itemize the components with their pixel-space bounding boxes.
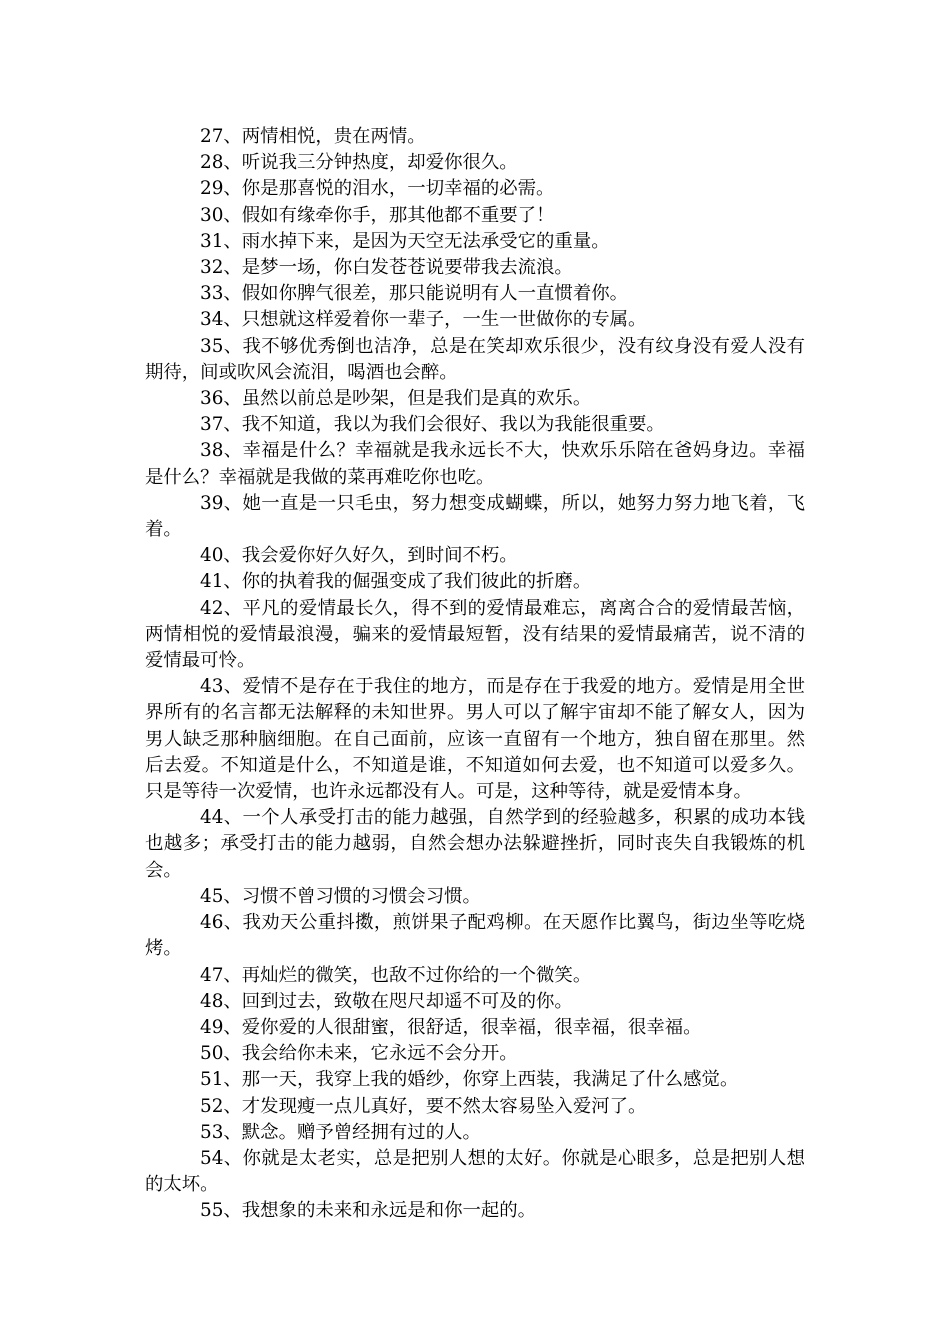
paragraph-29: 29、你是那喜悦的泪水，一切幸福的必需。	[200, 178, 555, 200]
paragraph-35: 35、我不够优秀倒也洁净，总是在笑却欢乐很少，没有纹身没有爱人没有期待，间或吹风会流泪，喝酒也会醉。	[145, 335, 805, 383]
paragraph-36: 36、虽然以前总是吵架，但是我们是真的欢乐。	[200, 388, 592, 410]
paragraph-28: 28、听说我三分钟热度，却爱你很久。	[200, 152, 518, 174]
document-page	[145, 124, 805, 1225]
paragraph-50: 50、我会给你未来，它永远不会分开。	[200, 1043, 518, 1065]
paragraph-48: 48、回到过去，致敬在咫尺却遥不可及的你。	[200, 990, 573, 1012]
paragraph-37: 37、我不知道，我以为我们会很好、我以为我能很重要。	[200, 414, 665, 436]
paragraph-32: 32、是梦一场，你白发苍苍说要带我去流浪。	[200, 257, 573, 279]
paragraph-41: 41、你的执着我的倔强变成了我们彼此的折磨。	[200, 571, 592, 593]
paragraph-31: 31、雨水掉下来，是因为天空无法承受它的重量。	[200, 230, 610, 252]
paragraph-49: 49、爱你爱的人很甜蜜，很舒适，很幸福，很幸福，很幸福。	[200, 1016, 702, 1038]
paragraph-53: 53、默念。赠予曾经拥有过的人。	[200, 1121, 481, 1143]
paragraph-54: 54、你就是太老实，总是把别人想的太好。你就是心眼多，总是把别人想的太坏。	[145, 1147, 805, 1196]
paragraph-33: 33、假如你脾气很差，那只能说明有人一直惯着你。	[200, 283, 628, 305]
paragraph-43: 43、爱情不是存在于我住的地方，而是存在于我爱的地方。爱情是用全世界所有的名言都无法解释的未知世界。男人可以了解宇宙却不能了解女人，因为男人缺乏那种脑细胞。在自己面前，应该一直留有一个地方，独自留在那里。然后去爱。不知道是什么，不知道是谁，不知道如何去爱，也不知道可以爱多久。只是等待一次爱情，也许永远都没有人。可是，这种等待，就是爱情本身。	[145, 676, 805, 803]
paragraph-42: 42、平凡的爱情最长久，得不到的爱情最难忘，离离合合的爱情最苦恼，两情相悦的爱情最浪漫，骗来的爱情最短暂，没有结果的爱情最痛苦，说不清的爱情最可怜。	[145, 597, 805, 672]
paragraph-40: 40、我会爱你好久好久，到时间不朽。	[200, 545, 518, 567]
paragraph-47: 47、再灿烂的微笑，也敌不过你给的一个微笑。	[200, 964, 592, 986]
paragraph-45: 45、习惯不曾习惯的习惯会习惯。	[200, 885, 481, 907]
paragraph-38: 38、幸福是什么？幸福就是我永远长不大，快欢乐乐陪在爸妈身边。幸福是什么？幸福就是我做的菜再难吃你也吃。	[145, 440, 805, 488]
paragraph-55: 55、我想象的未来和永远是和你一起的。	[200, 1200, 537, 1222]
paragraph-46: 46、我劝天公重抖擞，煎饼果子配鸡柳。在天愿作比翼鸟，街边坐等吃烧烤。	[145, 912, 805, 960]
paragraph-39: 39、她一直是一只毛虫，努力想变成蝴蝶，所以，她努力努力地飞着，飞着。	[145, 492, 805, 541]
paragraph-27: 27、两情相悦，贵在两情。	[200, 126, 426, 147]
paragraph-30: 30、假如有缘牵你手，那其他都不重要了！	[200, 204, 555, 226]
paragraph-51: 51、那一天，我穿上我的婚纱，你穿上西装，我满足了什么感觉。	[200, 1069, 739, 1091]
paragraph-52: 52、才发现瘦一点儿真好，要不然太容易坠入爱河了。	[200, 1095, 647, 1117]
paragraph-44: 44、一个人承受打击的能力越强，自然学到的经验越多，积累的成功本钱也越多；承受打击的能力越弱，自然会想办法躲避挫折，同时丧失自我锻炼的机会。	[145, 807, 805, 881]
paragraph-34: 34、只想就这样爱着你一辈子，一生一世做你的专属。	[200, 309, 647, 331]
